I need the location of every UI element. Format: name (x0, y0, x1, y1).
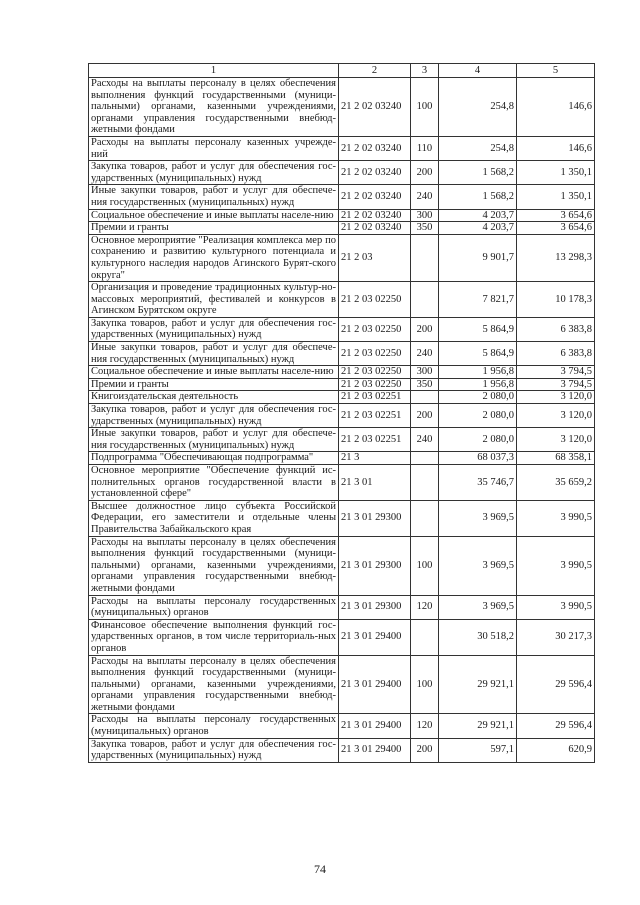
page-number: 74 (314, 862, 326, 876)
row-expense-type-cell: 240 (411, 428, 439, 452)
row-value-year2-cell: 3 120,0 (517, 428, 595, 452)
row-value-year2-cell: 146,6 (517, 78, 595, 137)
row-expense-type-cell: 240 (411, 185, 439, 209)
row-name-cell: Расходы на выплаты персоналу государственных (муниципальных) органов (89, 595, 339, 619)
row-value-year1-cell: 7 821,7 (439, 282, 517, 318)
row-value-year2-cell: 3 654,6 (517, 222, 595, 235)
row-code-cell: 21 2 03 02250 (339, 366, 411, 379)
row-name-cell: Основное мероприятие "Реализация комплекса мер по сохранению и развитию культурного потенциала и культурного наследия народов Агинского Бурят-ского округа" (89, 234, 339, 281)
row-value-year1-cell: 1 956,8 (439, 366, 517, 379)
row-value-year1-cell: 254,8 (439, 78, 517, 137)
row-code-cell: 21 3 (339, 452, 411, 465)
row-name-cell: Иные закупки товаров, работ и услуг для обеспече-ния государственных (муниципальных) нужд (89, 342, 339, 366)
row-name-cell: Расходы на выплаты персоналу казенных учрежде-ний (89, 136, 339, 160)
row-value-year2-cell: 6 383,8 (517, 317, 595, 341)
row-name-cell: Организация и проведение традиционных культур-но-массовых мероприятий, фестивалей и конкурсов в Агинском Бурятском округе (89, 282, 339, 318)
row-value-year1-cell: 29 921,1 (439, 714, 517, 738)
row-code-cell: 21 2 03 02250 (339, 282, 411, 318)
row-value-year2-cell: 620,9 (517, 738, 595, 762)
table-row (89, 136, 595, 160)
row-value-year1-cell: 4 203,7 (439, 209, 517, 222)
row-value-year2-cell: 30 217,3 (517, 619, 595, 655)
row-value-year2-cell: 1 350,1 (517, 161, 595, 185)
row-code-cell: 21 3 01 (339, 465, 411, 501)
row-value-year1-cell: 1 568,2 (439, 161, 517, 185)
row-value-year2-cell: 13 298,3 (517, 234, 595, 281)
row-name-cell: Закупка товаров, работ и услуг для обеспечения гос-ударственных (муниципальных) нужд (89, 738, 339, 762)
row-name-cell: Закупка товаров, работ и услуг для обеспечения гос-ударственных (муниципальных) нужд (89, 404, 339, 428)
row-code-cell: 21 2 03 02251 (339, 428, 411, 452)
header-col-4: 4 (439, 64, 517, 78)
row-code-cell: 21 2 02 03240 (339, 136, 411, 160)
row-expense-type-cell: 110 (411, 136, 439, 160)
row-code-cell: 21 3 01 29400 (339, 714, 411, 738)
row-expense-type-cell (411, 500, 439, 536)
table-row (89, 391, 595, 404)
header-col-5: 5 (517, 64, 595, 78)
row-name-cell: Финансовое обеспечение выполнения функций гос-ударственных органов, в том числе территориаль-ных органов (89, 619, 339, 655)
table-row (89, 452, 595, 465)
row-name-cell: Книгоиздательская деятельность (89, 391, 339, 404)
row-expense-type-cell: 200 (411, 161, 439, 185)
row-code-cell: 21 3 01 29400 (339, 619, 411, 655)
row-value-year1-cell: 254,8 (439, 136, 517, 160)
row-name-cell: Подпрограмма "Обеспечивающая подпрограмма" (89, 452, 339, 465)
header-col-2: 2 (339, 64, 411, 78)
row-code-cell: 21 2 03 (339, 234, 411, 281)
row-value-year1-cell: 9 901,7 (439, 234, 517, 281)
table-row (89, 378, 595, 391)
row-value-year2-cell: 3 120,0 (517, 404, 595, 428)
row-expense-type-cell: 300 (411, 209, 439, 222)
table-row (89, 595, 595, 619)
row-value-year1-cell: 1 956,8 (439, 378, 517, 391)
row-code-cell: 21 3 01 29400 (339, 655, 411, 714)
row-value-year2-cell: 6 383,8 (517, 342, 595, 366)
row-value-year2-cell: 3 990,5 (517, 500, 595, 536)
row-value-year1-cell: 5 864,9 (439, 317, 517, 341)
table-row (89, 282, 595, 318)
row-code-cell: 21 2 02 03240 (339, 222, 411, 235)
table-row (89, 317, 595, 341)
row-value-year2-cell: 1 350,1 (517, 185, 595, 209)
row-expense-type-cell: 100 (411, 78, 439, 137)
row-value-year2-cell: 3 794,5 (517, 366, 595, 379)
row-name-cell: Иные закупки товаров, работ и услуг для обеспече-ния государственных (муниципальных) нужд (89, 428, 339, 452)
row-name-cell: Закупка товаров, работ и услуг для обеспечения гос-ударственных (муниципальных) нужд (89, 317, 339, 341)
table-row (89, 714, 595, 738)
row-value-year2-cell: 29 596,4 (517, 714, 595, 738)
row-value-year2-cell: 10 178,3 (517, 282, 595, 318)
table-row (89, 738, 595, 762)
row-expense-type-cell: 200 (411, 404, 439, 428)
budget-table (88, 63, 595, 763)
table-row (89, 536, 595, 595)
table-row (89, 342, 595, 366)
row-expense-type-cell (411, 452, 439, 465)
row-expense-type-cell: 300 (411, 366, 439, 379)
row-name-cell: Расходы на выплаты персоналу государственных (муниципальных) органов (89, 714, 339, 738)
table-row (89, 161, 595, 185)
table-row (89, 209, 595, 222)
row-value-year1-cell: 35 746,7 (439, 465, 517, 501)
row-name-cell: Расходы на выплаты персоналу в целях обеспечения выполнения функций государственными (муници-пальными) органами, казенными учреждениями, органами управления государственными внебюд-жетными фондами (89, 78, 339, 137)
row-name-cell: Расходы на выплаты персоналу в целях обеспечения выполнения функций государственными (муници-пальными) органами, казенными учреждениями, органами управления государственными внебюд-жетными фондами (89, 536, 339, 595)
table-row (89, 465, 595, 501)
row-code-cell: 21 3 01 29300 (339, 595, 411, 619)
row-value-year1-cell: 3 969,5 (439, 500, 517, 536)
row-expense-type-cell: 120 (411, 714, 439, 738)
header-row (89, 64, 595, 78)
table-row (89, 500, 595, 536)
row-name-cell: Расходы на выплаты персоналу в целях обеспечения выполнения функций государственными (муници-пальными) органами, казенными учреждениями, органами управления государственными внебюд-жетными фондами (89, 655, 339, 714)
table-row (89, 428, 595, 452)
row-expense-type-cell (411, 391, 439, 404)
row-code-cell: 21 3 01 29300 (339, 536, 411, 595)
row-value-year1-cell: 2 080,0 (439, 404, 517, 428)
table-row (89, 78, 595, 137)
row-value-year2-cell: 3 990,5 (517, 595, 595, 619)
header-col-1: 1 (89, 64, 339, 78)
table-row (89, 185, 595, 209)
row-expense-type-cell: 350 (411, 378, 439, 391)
row-code-cell: 21 2 03 02250 (339, 317, 411, 341)
row-expense-type-cell (411, 282, 439, 318)
row-name-cell: Основное мероприятие "Обеспечение функций ис-полнительных органов государственной власти в установленной сфере" (89, 465, 339, 501)
row-name-cell: Премии и гранты (89, 378, 339, 391)
row-code-cell: 21 2 03 02251 (339, 404, 411, 428)
row-code-cell: 21 2 02 03240 (339, 78, 411, 137)
row-name-cell: Закупка товаров, работ и услуг для обеспечения гос-ударственных (муниципальных) нужд (89, 161, 339, 185)
table-row (89, 222, 595, 235)
table-row (89, 234, 595, 281)
row-value-year1-cell: 3 969,5 (439, 595, 517, 619)
row-value-year2-cell: 68 358,1 (517, 452, 595, 465)
row-name-cell: Высшее должностное лицо субъекта Российской Федерации, его заместители и отдельные члены Правительства Забайкальского края (89, 500, 339, 536)
row-code-cell: 21 2 03 02250 (339, 342, 411, 366)
table-row (89, 619, 595, 655)
table-row (89, 366, 595, 379)
row-code-cell: 21 2 03 02251 (339, 391, 411, 404)
table-header (89, 64, 595, 78)
row-expense-type-cell: 200 (411, 317, 439, 341)
row-value-year1-cell: 4 203,7 (439, 222, 517, 235)
row-expense-type-cell: 350 (411, 222, 439, 235)
row-code-cell: 21 3 01 29300 (339, 500, 411, 536)
row-name-cell: Социальное обеспечение и иные выплаты населе-нию (89, 366, 339, 379)
row-value-year2-cell: 3 120,0 (517, 391, 595, 404)
row-value-year1-cell: 30 518,2 (439, 619, 517, 655)
row-value-year2-cell: 3 654,6 (517, 209, 595, 222)
row-expense-type-cell: 120 (411, 595, 439, 619)
row-value-year1-cell: 1 568,2 (439, 185, 517, 209)
row-expense-type-cell: 200 (411, 738, 439, 762)
row-name-cell: Социальное обеспечение и иные выплаты населе-нию (89, 209, 339, 222)
row-name-cell: Иные закупки товаров, работ и услуг для обеспече-ния государственных (муниципальных) нужд (89, 185, 339, 209)
row-value-year1-cell: 2 080,0 (439, 428, 517, 452)
row-code-cell: 21 2 02 03240 (339, 185, 411, 209)
row-code-cell: 21 2 03 02250 (339, 378, 411, 391)
row-code-cell: 21 3 01 29400 (339, 738, 411, 762)
row-value-year1-cell: 2 080,0 (439, 391, 517, 404)
row-code-cell: 21 2 02 03240 (339, 209, 411, 222)
row-value-year1-cell: 29 921,1 (439, 655, 517, 714)
row-value-year2-cell: 3 990,5 (517, 536, 595, 595)
row-expense-type-cell (411, 465, 439, 501)
row-expense-type-cell: 240 (411, 342, 439, 366)
header-col-3: 3 (411, 64, 439, 78)
row-expense-type-cell (411, 619, 439, 655)
row-name-cell: Премии и гранты (89, 222, 339, 235)
row-value-year1-cell: 3 969,5 (439, 536, 517, 595)
row-expense-type-cell: 100 (411, 536, 439, 595)
row-expense-type-cell: 100 (411, 655, 439, 714)
row-value-year1-cell: 68 037,3 (439, 452, 517, 465)
row-value-year1-cell: 597,1 (439, 738, 517, 762)
row-code-cell: 21 2 02 03240 (339, 161, 411, 185)
row-expense-type-cell (411, 234, 439, 281)
row-value-year2-cell: 35 659,2 (517, 465, 595, 501)
table-body (89, 78, 595, 763)
row-value-year1-cell: 5 864,9 (439, 342, 517, 366)
table-row (89, 655, 595, 714)
row-value-year2-cell: 3 794,5 (517, 378, 595, 391)
table-row (89, 404, 595, 428)
row-value-year2-cell: 29 596,4 (517, 655, 595, 714)
row-value-year2-cell: 146,6 (517, 136, 595, 160)
